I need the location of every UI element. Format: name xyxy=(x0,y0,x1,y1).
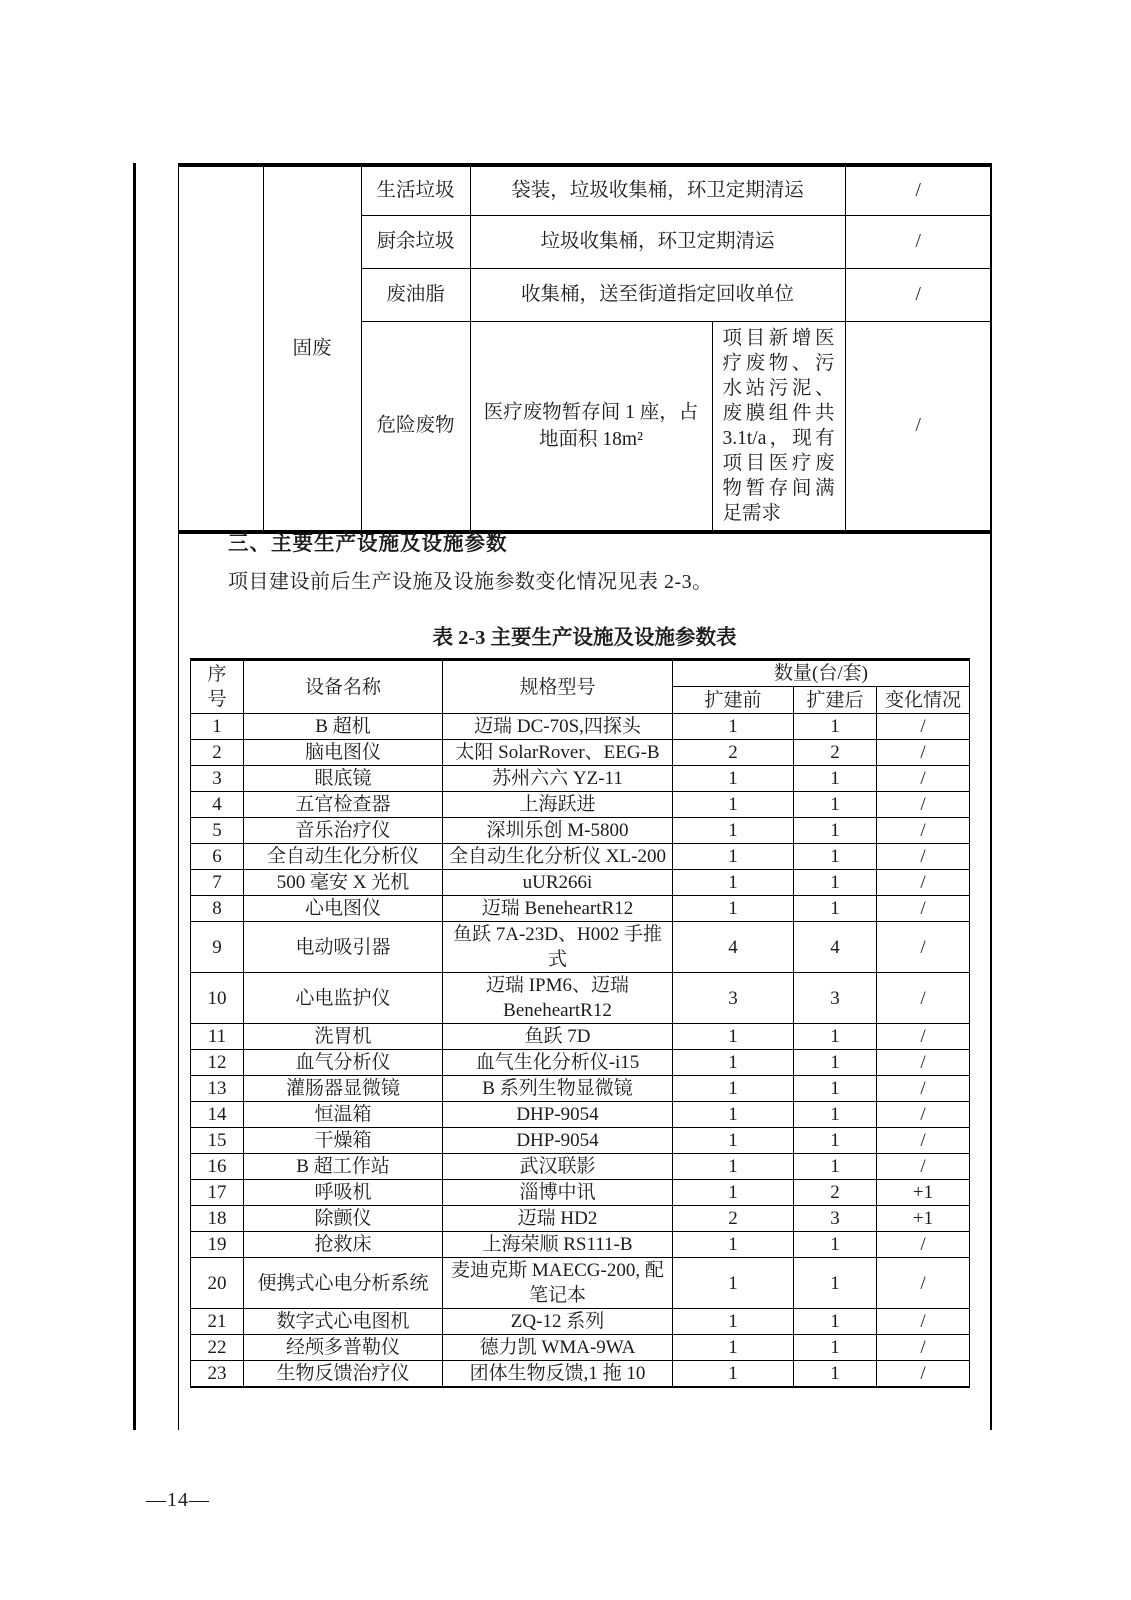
equipment-cell-spec: 鱼跃 7D xyxy=(443,1024,673,1050)
waste-change-cell: / xyxy=(845,268,991,321)
equipment-cell-before: 1 xyxy=(673,1258,794,1309)
equipment-cell-after: 1 xyxy=(794,1232,877,1258)
equipment-cell-no: 14 xyxy=(191,1102,244,1128)
equipment-cell-before: 1 xyxy=(673,870,794,896)
equipment-cell-spec: 迈瑞 BeneheartR12 xyxy=(443,896,673,922)
equipment-cell-change: / xyxy=(877,1361,970,1388)
equipment-cell-change: / xyxy=(877,973,970,1024)
equipment-cell-no: 23 xyxy=(191,1361,244,1388)
equipment-cell-name: 音乐治疗仪 xyxy=(244,818,443,844)
equipment-cell-no: 10 xyxy=(191,973,244,1024)
equipment-cell-change: / xyxy=(877,1154,970,1180)
equipment-cell-after: 1 xyxy=(794,1050,877,1076)
equipment-cell-spec: B 系列生物显微镜 xyxy=(443,1076,673,1102)
equipment-cell-change: / xyxy=(877,1128,970,1154)
equipment-cell-name: 心电图仪 xyxy=(244,896,443,922)
equipment-row xyxy=(191,896,970,922)
equipment-cell-no: 21 xyxy=(191,1309,244,1335)
equipment-cell-no: 9 xyxy=(191,922,244,973)
equipment-cell-before: 1 xyxy=(673,792,794,818)
equipment-cell-spec: 淄博中讯 xyxy=(443,1180,673,1206)
waste-measure-cell: 收集桶，送至街道指定回收单位 xyxy=(470,268,845,321)
equipment-cell-change: / xyxy=(877,818,970,844)
equipment-cell-change: / xyxy=(877,1258,970,1309)
equipment-cell-spec: 德力凯 WMA-9WA xyxy=(443,1335,673,1361)
waste-type-cell: 危险废物 xyxy=(361,321,470,532)
equipment-cell-after: 1 xyxy=(794,844,877,870)
equipment-cell-name: 洗胃机 xyxy=(244,1024,443,1050)
equipment-cell-spec: ZQ-12 系列 xyxy=(443,1309,673,1335)
equipment-row xyxy=(191,1335,970,1361)
waste-row xyxy=(179,165,991,215)
equipment-cell-spec: 迈瑞 IPM6、迈瑞 BeneheartR12 xyxy=(443,973,673,1024)
equipment-cell-spec: 上海荣顺 RS111-B xyxy=(443,1232,673,1258)
equipment-cell-after: 1 xyxy=(794,1024,877,1050)
header-change: 变化情况 xyxy=(877,687,970,714)
equipment-cell-before: 1 xyxy=(673,844,794,870)
equipment-cell-spec: 迈瑞 HD2 xyxy=(443,1206,673,1232)
equipment-cell-before: 1 xyxy=(673,1076,794,1102)
equipment-row xyxy=(191,870,970,896)
equipment-cell-after: 1 xyxy=(794,1309,877,1335)
equipment-cell-spec: uUR266i xyxy=(443,870,673,896)
equipment-cell-before: 1 xyxy=(673,1232,794,1258)
equipment-cell-change: / xyxy=(877,714,970,740)
equipment-cell-before: 2 xyxy=(673,1206,794,1232)
equipment-row xyxy=(191,922,970,973)
equipment-cell-name: 呼吸机 xyxy=(244,1180,443,1206)
equipment-cell-change: / xyxy=(877,844,970,870)
equipment-cell-after: 1 xyxy=(794,766,877,792)
header-name: 设备名称 xyxy=(244,660,443,714)
equipment-cell-no: 20 xyxy=(191,1258,244,1309)
equipment-cell-before: 1 xyxy=(673,1102,794,1128)
equipment-table-body xyxy=(191,714,970,1388)
equipment-row xyxy=(191,1076,970,1102)
equipment-cell-change: / xyxy=(877,1024,970,1050)
equipment-cell-no: 11 xyxy=(191,1024,244,1050)
header-quantity-group: 数量(台/套) xyxy=(673,660,970,687)
waste-empty-cell xyxy=(179,165,263,532)
equipment-cell-change: / xyxy=(877,1076,970,1102)
waste-measure-cell: 袋装，垃圾收集桶，环卫定期清运 xyxy=(470,165,845,215)
equipment-cell-before: 1 xyxy=(673,818,794,844)
equipment-cell-name: B 超工作站 xyxy=(244,1154,443,1180)
equipment-cell-no: 4 xyxy=(191,792,244,818)
equipment-cell-name: 便携式心电分析系统 xyxy=(244,1258,443,1309)
equipment-cell-name: 干燥箱 xyxy=(244,1128,443,1154)
equipment-cell-name: 心电监护仪 xyxy=(244,973,443,1024)
equipment-cell-after: 1 xyxy=(794,1128,877,1154)
equipment-cell-spec: 太阳 SolarRover、EEG-B xyxy=(443,740,673,766)
header-spec: 规格型号 xyxy=(443,660,673,714)
section-paragraph: 项目建设前后生产设施及设施参数变化情况见表 2-3。 xyxy=(228,571,713,593)
equipment-cell-name: 五官检查器 xyxy=(244,792,443,818)
equipment-cell-name: 眼底镜 xyxy=(244,766,443,792)
equipment-cell-no: 17 xyxy=(191,1180,244,1206)
equipment-cell-before: 1 xyxy=(673,1309,794,1335)
equipment-row xyxy=(191,973,970,1024)
equipment-cell-before: 1 xyxy=(673,714,794,740)
equipment-cell-spec: 麦迪克斯 MAECG-200, 配笔记本 xyxy=(443,1258,673,1309)
equipment-row xyxy=(191,844,970,870)
equipment-row xyxy=(191,1258,970,1309)
equipment-cell-spec: 全自动生化分析仪 XL-200 xyxy=(443,844,673,870)
equipment-cell-before: 2 xyxy=(673,740,794,766)
equipment-cell-no: 18 xyxy=(191,1206,244,1232)
equipment-cell-spec: 迈瑞 DC-70S,四探头 xyxy=(443,714,673,740)
equipment-cell-no: 8 xyxy=(191,896,244,922)
waste-type-cell: 厨余垃圾 xyxy=(361,215,470,268)
equipment-cell-after: 3 xyxy=(794,973,877,1024)
equipment-cell-after: 1 xyxy=(794,714,877,740)
equipment-cell-name: 全自动生化分析仪 xyxy=(244,844,443,870)
waste-measure-cell: 医疗废物暂存间 1 座，占地面积 18m² xyxy=(470,321,712,532)
equipment-cell-change: / xyxy=(877,1102,970,1128)
section-heading: 三、主要生产设施及设施参数 xyxy=(228,533,508,555)
equipment-cell-name: B 超机 xyxy=(244,714,443,740)
equipment-cell-no: 7 xyxy=(191,870,244,896)
equipment-cell-name: 生物反馈治疗仪 xyxy=(244,1361,443,1388)
equipment-row xyxy=(191,1128,970,1154)
equipment-row xyxy=(191,1024,970,1050)
equipment-cell-no: 22 xyxy=(191,1335,244,1361)
equipment-cell-name: 经颅多普勒仪 xyxy=(244,1335,443,1361)
equipment-header-row-1 xyxy=(191,660,970,687)
equipment-cell-no: 1 xyxy=(191,714,244,740)
equipment-cell-after: 1 xyxy=(794,870,877,896)
equipment-cell-after: 1 xyxy=(794,818,877,844)
equipment-cell-no: 15 xyxy=(191,1128,244,1154)
equipment-cell-name: 恒温箱 xyxy=(244,1102,443,1128)
equipment-cell-change: / xyxy=(877,1232,970,1258)
equipment-cell-change: / xyxy=(877,766,970,792)
equipment-cell-after: 4 xyxy=(794,922,877,973)
waste-table xyxy=(179,163,991,534)
equipment-cell-before: 1 xyxy=(673,1024,794,1050)
equipment-row xyxy=(191,818,970,844)
equipment-cell-no: 19 xyxy=(191,1232,244,1258)
equipment-row xyxy=(191,1206,970,1232)
header-index: 序号 xyxy=(191,660,244,714)
equipment-cell-after: 1 xyxy=(794,1361,877,1388)
equipment-cell-before: 1 xyxy=(673,1154,794,1180)
equipment-cell-change: / xyxy=(877,1335,970,1361)
equipment-cell-change: / xyxy=(877,1309,970,1335)
equipment-cell-spec: DHP-9054 xyxy=(443,1128,673,1154)
equipment-cell-after: 1 xyxy=(794,792,877,818)
equipment-row xyxy=(191,792,970,818)
equipment-row xyxy=(191,740,970,766)
equipment-cell-before: 1 xyxy=(673,1128,794,1154)
equipment-cell-before: 1 xyxy=(673,1361,794,1388)
equipment-cell-name: 数字式心电图机 xyxy=(244,1309,443,1335)
waste-change-cell: / xyxy=(845,321,991,532)
equipment-cell-before: 1 xyxy=(673,766,794,792)
equipment-cell-name: 血气分析仪 xyxy=(244,1050,443,1076)
equipment-cell-name: 脑电图仪 xyxy=(244,740,443,766)
equipment-row xyxy=(191,1154,970,1180)
equipment-row xyxy=(191,1180,970,1206)
equipment-cell-name: 抢救床 xyxy=(244,1232,443,1258)
equipment-cell-before: 4 xyxy=(673,922,794,973)
equipment-cell-spec: 深圳乐创 M-5800 xyxy=(443,818,673,844)
equipment-table xyxy=(190,658,970,1388)
equipment-cell-after: 1 xyxy=(794,1258,877,1309)
equipment-cell-change: +1 xyxy=(877,1206,970,1232)
equipment-row xyxy=(191,714,970,740)
equipment-cell-no: 2 xyxy=(191,740,244,766)
equipment-cell-after: 1 xyxy=(794,896,877,922)
equipment-cell-change: / xyxy=(877,870,970,896)
equipment-cell-no: 3 xyxy=(191,766,244,792)
equipment-cell-no: 12 xyxy=(191,1050,244,1076)
equipment-cell-after: 3 xyxy=(794,1206,877,1232)
equipment-cell-after: 1 xyxy=(794,1335,877,1361)
waste-note-cell: 项目新增医疗废物、污水站污泥、废膜组件共3.1t/a，现有项目医疗废物暂存间满足需求 xyxy=(712,321,845,532)
equipment-cell-before: 1 xyxy=(673,1180,794,1206)
waste-type-cell: 废油脂 xyxy=(361,268,470,321)
table-title: 表 2-3 主要生产设施及设施参数表 xyxy=(432,627,737,649)
equipment-cell-change: +1 xyxy=(877,1180,970,1206)
equipment-cell-before: 1 xyxy=(673,1335,794,1361)
header-before: 扩建前 xyxy=(673,687,794,714)
waste-change-cell: / xyxy=(845,165,991,215)
equipment-cell-spec: 血气生化分析仪-i15 xyxy=(443,1050,673,1076)
equipment-cell-after: 1 xyxy=(794,1076,877,1102)
equipment-cell-name: 除颤仪 xyxy=(244,1206,443,1232)
equipment-cell-name: 灌肠器显微镜 xyxy=(244,1076,443,1102)
equipment-cell-name: 500 毫安 X 光机 xyxy=(244,870,443,896)
equipment-cell-no: 5 xyxy=(191,818,244,844)
equipment-cell-after: 1 xyxy=(794,1154,877,1180)
equipment-row xyxy=(191,1232,970,1258)
waste-change-cell: / xyxy=(845,215,991,268)
page-number: —14— xyxy=(146,1489,210,1511)
equipment-cell-after: 1 xyxy=(794,1102,877,1128)
equipment-cell-change: / xyxy=(877,922,970,973)
equipment-row xyxy=(191,1050,970,1076)
equipment-cell-no: 6 xyxy=(191,844,244,870)
equipment-cell-no: 16 xyxy=(191,1154,244,1180)
equipment-cell-after: 2 xyxy=(794,740,877,766)
equipment-cell-spec: 上海跃进 xyxy=(443,792,673,818)
equipment-cell-change: / xyxy=(877,1050,970,1076)
waste-measure-cell: 垃圾收集桶，环卫定期清运 xyxy=(470,215,845,268)
equipment-cell-before: 1 xyxy=(673,896,794,922)
equipment-row xyxy=(191,1309,970,1335)
equipment-row xyxy=(191,766,970,792)
equipment-row xyxy=(191,1102,970,1128)
header-after: 扩建后 xyxy=(794,687,877,714)
equipment-row xyxy=(191,1361,970,1388)
equipment-cell-no: 13 xyxy=(191,1076,244,1102)
waste-category-cell: 固废 xyxy=(263,165,361,532)
equipment-cell-change: / xyxy=(877,896,970,922)
equipment-cell-spec: DHP-9054 xyxy=(443,1102,673,1128)
equipment-cell-spec: 团体生物反馈,1 拖 10 xyxy=(443,1361,673,1388)
equipment-cell-name: 电动吸引器 xyxy=(244,922,443,973)
equipment-cell-change: / xyxy=(877,792,970,818)
equipment-cell-after: 2 xyxy=(794,1180,877,1206)
equipment-cell-before: 3 xyxy=(673,973,794,1024)
equipment-cell-before: 1 xyxy=(673,1050,794,1076)
equipment-cell-spec: 鱼跃 7A-23D、H002 手推式 xyxy=(443,922,673,973)
waste-type-cell: 生活垃圾 xyxy=(361,165,470,215)
equipment-cell-spec: 苏州六六 YZ-11 xyxy=(443,766,673,792)
equipment-cell-change: / xyxy=(877,740,970,766)
equipment-cell-spec: 武汉联影 xyxy=(443,1154,673,1180)
